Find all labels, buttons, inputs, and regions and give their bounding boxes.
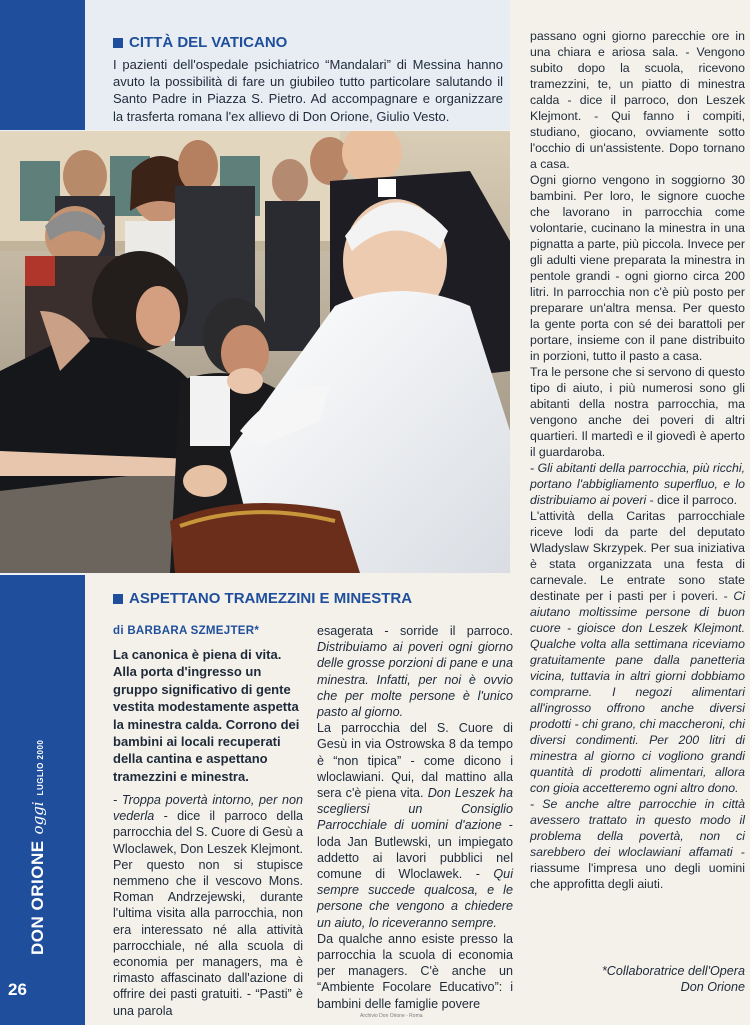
quote-text: Ci aiutano moltissime persone di buon cuore - gioisce don Leszek Klejmont. Qualche volta alla settimana riceviamo gratuitamente pane dalla panetteria vicina, tuttavia in altri giorni dobbiamo comprarne. I negozi alimentari all'ingrosso offrono anche diversi prodotti - chi grano, chi maccheroni, chi diversi condimenti. Per 200 litri di minestra al giorno ci vogliono grandi quantità di prodotti alimentari, allora con gioia accetteremo ogni altro dono. bbox=[530, 589, 745, 795]
body-text: - riassume l'impresa uno degli uomini che approfitta degli aiuti. bbox=[530, 845, 745, 891]
paragraph bbox=[530, 460, 745, 508]
magazine-masthead bbox=[28, 740, 48, 955]
paragraph: Tra le persone che si servono di questo tipo di aiuto, i più numerosi sono gli abitanti della nostra parrocchia, ma vengono anche dei poveri di altri quartieri. Il martedì e il giovedì è aperto il guardaroba. bbox=[530, 365, 745, 459]
column-2 bbox=[317, 623, 513, 1012]
body-text: - dice il parroco della parrocchia del S. Cuore di Gesù a Wloclawek, Don Leszek Klejmont. Per questo non si stupisce nemmeno che il vescovo Mons. Roman Andrzejewski, durante l'ultima visita alla parrocchia, non era interessato né alla attività parrocchiale, né alla scuola di economia per managers, ma è rimasto affascinato dall'azione di offrire dei pasti gratuiti. - “Pasti” è una parola bbox=[113, 809, 303, 1018]
paragraph bbox=[317, 720, 513, 931]
page-number: 26 bbox=[8, 980, 27, 999]
paragraph: Ogni giorno vengono in soggiorno 30 bambini. Per loro, le signore cuoche che lavorano in parrocchia come volontarie, cucinano la minestra in una pignatta a parte, più piccola. Invece per gli adulti viene preparata la minestra in pentole grandi - ogni giorno circa 200 litri. In parrocchia non c'è più posto per preparare un'altra mensa. Per questo la gente porta con sé dei barattoli per portare, insieme con il pane distribuito in porzioni, tutto il pasto a casa. bbox=[530, 173, 745, 363]
title-square-icon bbox=[113, 38, 123, 48]
byline: di BARBARA SZMEJTER* bbox=[113, 625, 260, 637]
quote-text: Qui sempre succede qualcosa, e le persone che vengono a chiedere un aiuto, lo riceveranno sempre. bbox=[317, 867, 513, 930]
pope-audience-photo bbox=[0, 131, 510, 573]
article2-title-text: ASPETTANO TRAMEZZINI E MINESTRA bbox=[129, 590, 413, 607]
column-3 bbox=[530, 28, 745, 892]
column-1 bbox=[113, 792, 303, 1019]
title-square-icon bbox=[113, 594, 123, 604]
author-footnote: *Collaboratrice dell'Opera Don Orione bbox=[601, 964, 745, 994]
photo-illustration bbox=[0, 131, 510, 573]
paragraph bbox=[317, 623, 513, 720]
quote-text: Don Leszek ha scegliersi un Consiglio Parrocchiale di uomini d'azione bbox=[317, 786, 513, 833]
body-text: esagerata - sorride il parroco. bbox=[317, 624, 513, 638]
magazine-name: DON ORIONE bbox=[28, 840, 47, 955]
paragraph bbox=[530, 508, 745, 796]
issue-date: LUGLIO 2000 bbox=[36, 739, 45, 796]
magazine-subtitle: oggi bbox=[29, 801, 47, 835]
quote-text: - Gli abitanti della parrocchia, più ricchi, portano l'abbigliamento superfluo, e lo distribuiamo ai poveri bbox=[530, 461, 745, 507]
article1-title bbox=[113, 34, 287, 51]
body-text: - loda Jan Butlewski, un impiegato addetto ai lavori pubblici nel comune di Wloclawek. - bbox=[317, 818, 513, 882]
quote-text: - Troppa povertà intorno, per non vederla bbox=[113, 793, 303, 824]
article1-title-text: CITTÀ DEL VATICANO bbox=[129, 34, 288, 51]
footer-credit: Archivio Don Orione - Roma bbox=[360, 1013, 423, 1019]
quote-text: Distribuiamo ai poveri ogni giorno delle grosse porzioni di pane e una minestra. Infatti, per noi è ovvio che per molte persone è l'unico pasto al giorno. bbox=[317, 640, 513, 720]
paragraph bbox=[113, 792, 303, 1019]
lead-paragraph: La canonica è piena di vita. Alla porta d'ingresso un gruppo significativo di gente vestita modestamente aspetta la minestra calda. Corrono dei bambini ai locali recuperati della cantina e aspettano tramezzini e minestra. bbox=[113, 647, 300, 784]
body-text: - dice il parroco. bbox=[646, 493, 738, 507]
article2-title bbox=[113, 590, 412, 607]
paragraph bbox=[530, 796, 745, 892]
quote-text: - Se anche altre parrocchie in città avessero trattato in questo modo il problema della povertà, non ci sarebbero dei wloclawiani affamati bbox=[530, 797, 745, 859]
body-text: L'attività della Caritas parrocchiale riceve lodi da parte del deputato Wladyslaw Skrzypek. Per sua iniziativa è stata organizzata una festa di carnevale. Le entrate sono state destinate per i pasti per i poveri. - bbox=[530, 509, 745, 603]
body-text: La parrocchia del S. Cuore di Gesù in via Ostrowska 8 da tempo è “non tipica” - come dicono i wloclawiani. Qui, dal mattino alla sera c'è piena vita. bbox=[317, 721, 513, 801]
paragraph: Da qualche anno esiste presso la parrocchia la scuola di economia per managers. C'è anche un “Ambiente Focolare Educativo”: i bambini delle famiglie povere bbox=[317, 931, 513, 1011]
paragraph: passano ogni giorno parecchie ore in una chiara e ariosa sala. - Vengono subito dopo la scuola, ricevono tramezzini, te, un piatto di minestra calda - dice il parroco, don Leszek Klejmont. - Qui fanno i compiti, studiano, giocano, ovviamente sotto l'occhio di un'assistente. Dopo tornano a casa. bbox=[530, 29, 745, 171]
article1-body: I pazienti dell'ospedale psichiatrico “Mandalari” di Messina hanno avuto la possibilità di fare un giubileo tutto particolare salutando il Santo Padre in Piazza S. Pietro. Ad accompagnare e organizzare la trasferta romana l'ex allievo di Don Orione, Giulio Vesto. bbox=[113, 57, 503, 124]
